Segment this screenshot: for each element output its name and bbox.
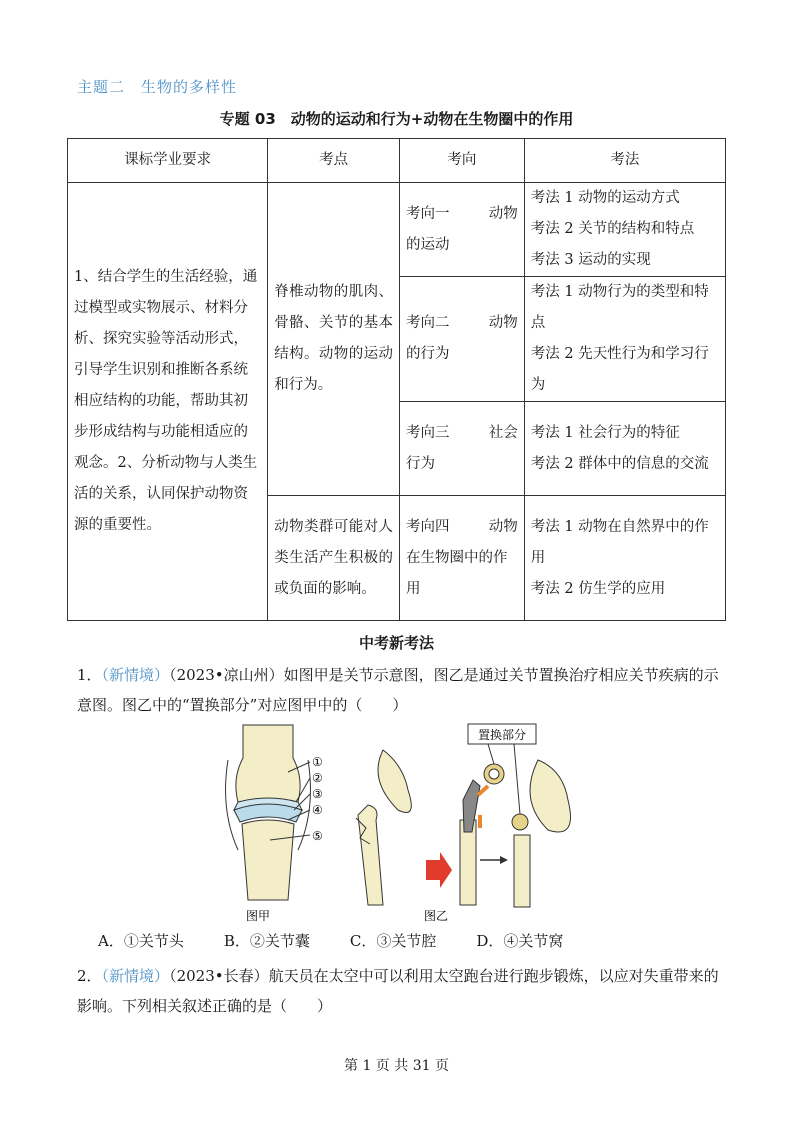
joint-diagram-a (226, 725, 323, 923)
page-footer: 第 1 页 共 31 页 (344, 1058, 449, 1074)
methods-cell-2: 考法 1 动物行为的类型和特点 考法 2 先天性行为和学习行为 (524, 277, 725, 402)
marker-3: ③ (312, 787, 323, 801)
methods-cell-3: 考法 1 社会行为的特征 考法 2 群体中的信息的交流 (524, 402, 725, 496)
curriculum-table (67, 138, 726, 621)
question-text: （2023•长春）航天员在太空中可以利用太空跑台进行跑步锻炼，以应对失重带来的影响。下列相关叙述正确的是（ ） (77, 967, 719, 1015)
direction-cell-2: 考向二 动物 的行为 (400, 277, 525, 402)
question-text: （2023•凉山州）如图甲是关节示意图，图乙是通过关节置换治疗相应关节疾病的示意图。图乙中的“置换部分”对应图甲中的（ ） (77, 666, 719, 714)
marker-1: ① (312, 755, 323, 769)
direction-cell-4: 考向四 动物 在生物圈中的作用 (400, 496, 525, 621)
header-requirements: 课标学业要求 (68, 139, 268, 183)
joint-diagram-b (356, 724, 571, 923)
question-2 (77, 961, 727, 1021)
page-title: 专题 03 动物的运动和行为+动物在生物圈中的作用 (219, 110, 574, 128)
direction-cell-3: 考向三 社会 行为 (400, 402, 525, 496)
option-a[interactable]: A．①关节头 (98, 932, 184, 950)
question-1 (77, 660, 727, 720)
question-number: 1． (77, 666, 102, 684)
direction-cell-1: 考向一 动物 的运动 (400, 183, 525, 277)
figure-b-label: 图乙 (424, 909, 449, 923)
table-header-row (68, 139, 726, 183)
arrow-icon (426, 852, 452, 888)
question-tag: （新情境） (101, 666, 170, 684)
figure-a-label: 图甲 (246, 909, 271, 923)
table-row (68, 183, 726, 277)
header-directions: 考向 (400, 139, 525, 183)
question-tag: （新情境） (101, 967, 170, 985)
option-c[interactable]: C．③关节腔 (349, 932, 437, 950)
methods-cell-4: 考法 1 动物在自然界中的作用 考法 2 仿生学的应用 (524, 496, 725, 621)
requirements-cell: 1、结合学生的生活经验，通过模型或实物展示、材料分析、探究实验等活动形式，引导学生识别和推断各系统相应结构的功能，帮助其初步形成结构与功能相适应的观念。2、分析动物与人类生活的关系，认同保护动物资源的重要性。 (68, 183, 268, 621)
header-methods: 考法 (524, 139, 725, 183)
option-d[interactable]: D．④关节窝 (476, 932, 564, 950)
question-1-options (98, 930, 603, 951)
question-number: 2． (77, 967, 102, 985)
methods-cell-1: 考法 1 动物的运动方式 考法 2 关节的结构和特点 考法 3 运动的实现 (524, 183, 725, 277)
option-b[interactable]: B．②关节囊 (223, 932, 310, 950)
replacement-callout: 置换部分 (477, 728, 527, 742)
marker-4: ④ (312, 803, 323, 817)
joint-figure (218, 720, 598, 930)
header-points: 考点 (268, 139, 400, 183)
marker-5: ⑤ (312, 829, 323, 843)
marker-2: ② (312, 771, 323, 785)
points-cell-1: 脊椎动物的肌肉、骨骼、关节的基本结构。动物的运动和行为。 (268, 183, 400, 496)
section-title: 中考新考法 (358, 634, 434, 652)
points-cell-2: 动物类群可能对人类生活产生积极的或负面的影响。 (268, 496, 400, 621)
theme-heading: 主题二 生物的多样性 (77, 78, 238, 96)
